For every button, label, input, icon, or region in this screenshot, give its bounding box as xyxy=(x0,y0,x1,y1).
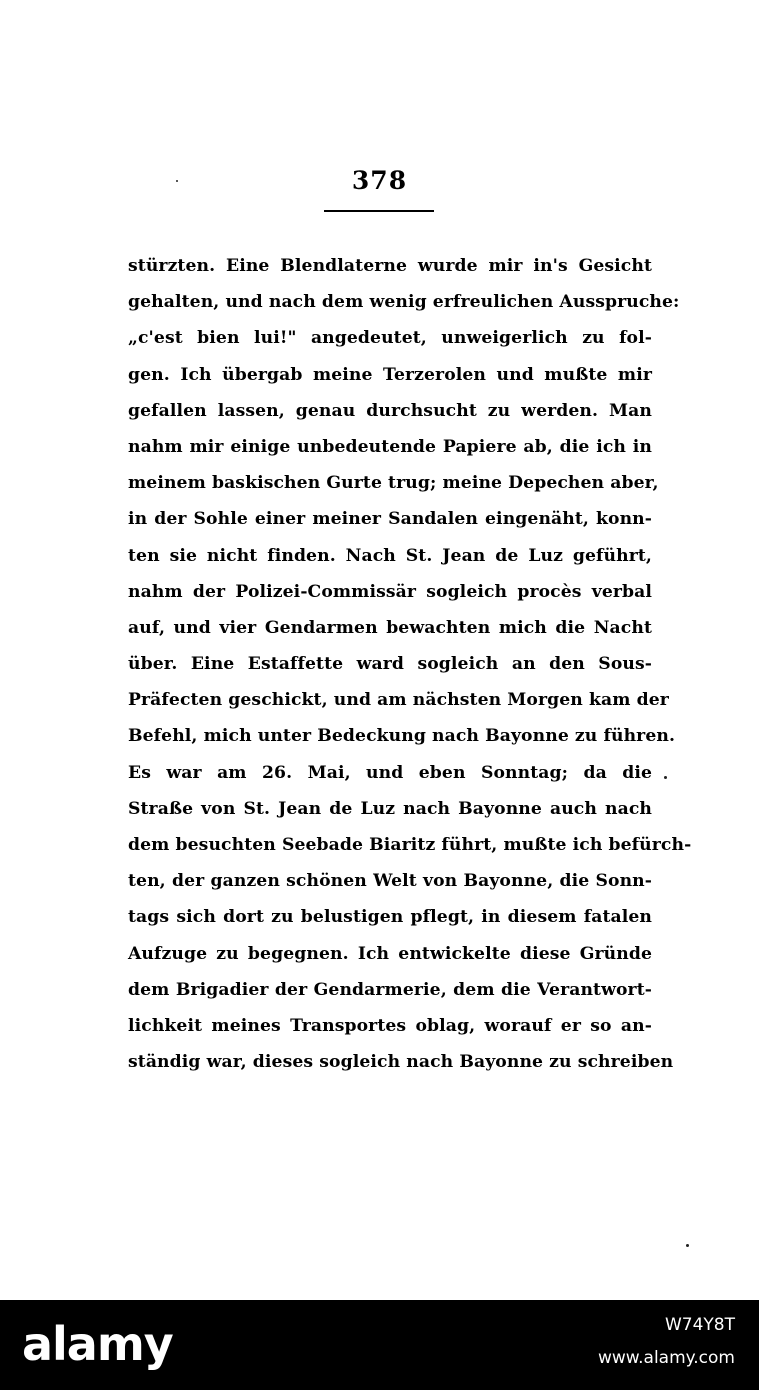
text-line: nahm mir einige unbedeutende Papiere ab, die ich in xyxy=(128,436,652,457)
text-line: Befehl, mich unter Bedeckung nach Bayonne zu führen. xyxy=(128,726,676,747)
alamy-logo: alamy xyxy=(22,1317,173,1371)
page-number-rule xyxy=(324,210,434,212)
text-line: Präfecten geschickt, und am nächsten Morgen kam der xyxy=(128,690,669,711)
watermark-url: www.alamy.com xyxy=(597,1348,735,1368)
text-line: dem Brigadier der Gendarmerie, dem die Verantwort- xyxy=(128,979,652,1000)
print-speck xyxy=(664,776,667,779)
text-line: „c'est bien lui!" angedeutet, unweigerlich zu fol- xyxy=(128,328,652,349)
text-line: Aufzuge zu begegnen. Ich entwickelte diese Gründe xyxy=(128,943,652,964)
text-line: Es war am 26. Mai, und eben Sonntag; da die xyxy=(128,762,652,783)
text-line: stürzten. Eine Blendlaterne wurde mir in's Gesicht xyxy=(128,256,652,276)
watermark-bar xyxy=(0,1300,759,1390)
text-line: Straße von St. Jean de Luz nach Bayonne auch nach xyxy=(128,798,652,819)
image-id: W74Y8T xyxy=(664,1315,735,1335)
text-line: dem besuchten Seebade Biaritz führt, mußte ich befürch- xyxy=(128,835,692,855)
text-line: tags sich dort zu belustigen pflegt, in diesem fatalen xyxy=(128,907,652,928)
text-line: gehalten, und nach dem wenig erfreulichen Ausspruche: xyxy=(128,292,680,313)
text-line: gefallen lassen, genau durchsucht zu werden. Man xyxy=(128,400,652,421)
text-line: gen. Ich übergab meine Terzerolen und mußte mir xyxy=(128,364,652,385)
text-line: ten, der ganzen schönen Welt von Bayonne, die Sonn- xyxy=(128,871,652,892)
page-number: 378 xyxy=(351,166,408,195)
text-line: auf, und vier Gendarmen bewachten mich die Nacht xyxy=(128,617,652,638)
text-line: ten sie nicht finden. Nach St. Jean de Luz geführt, xyxy=(128,545,652,566)
text-line: ständig war, dieses sogleich nach Bayonne zu schreiben xyxy=(128,1052,674,1073)
text-line: lichkeit meines Transportes oblag, worauf er so an- xyxy=(128,1015,652,1036)
print-speck xyxy=(686,1244,689,1247)
body-text xyxy=(128,248,692,1080)
text-line: über. Eine Estaffette ward sogleich an den Sous- xyxy=(128,654,652,675)
text-line: in der Sohle einer meiner Sandalen eingenäht, konn- xyxy=(128,509,652,530)
print-speck xyxy=(176,180,178,182)
text-line: nahm der Polizei-Commissär sogleich procès verbal xyxy=(128,581,652,602)
text-line: meinem baskischen Gurte trug; meine Depechen aber, xyxy=(128,473,659,494)
